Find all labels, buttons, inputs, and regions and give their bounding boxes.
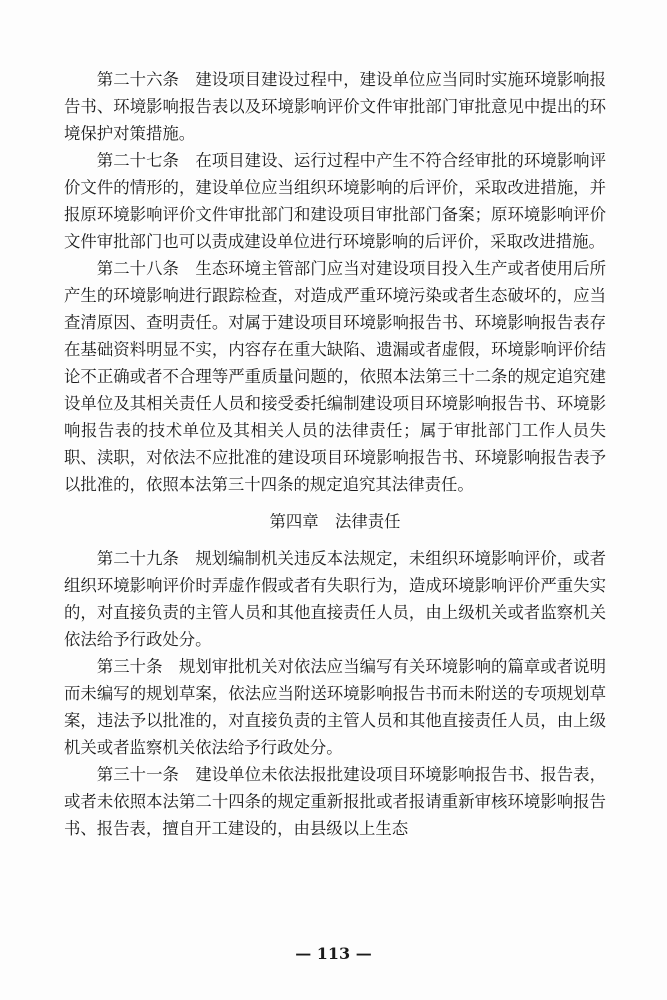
article-29: 第二十九条 规划编制机关违反本法规定，未组织环境影响评价，或者组织环境影响评价时弄虚作假或者有失职行为，造成环境影响评价严重失实的，对直接负责的主管人员和其他直接责任人员，由上级机关或者监察机关依法给予行政处分。 [64, 549, 606, 649]
body-text [64, 66, 606, 842]
article-26: 第二十六条 建设项目建设过程中，建设单位应当同时实施环境影响报告书、环境影响报告表以及环境影响评价文件审批部门审批意见中提出的环境保护对策措施。 [64, 70, 606, 143]
article-28: 第二十八条 生态环境主管部门应当对建设项目投入生产或者使用后所产生的环境影响进行跟踪检查，对造成严重环境污染或者生态破坏的，应当查清原因、查明责任。对属于建设项目环境影响报告书、环境影响报告表存在基础资料明显不实，内容存在重大缺陷、遗漏或者虚假，环境影响评价结论不正确或者不合理等严重质量问题的，依照本法第三十二条的规定追究建设单位及其相关责任人员和接受委托编制建设项目环境影响报告书、环境影响报告表的技术单位及其相关人员的法律责任；属于审批部门工作人员失职、渎职，对依法不应批准的建设项目环境影响报告书、环境影响报告表予以批准的，依照本法第三十四条的规定追究其法律责任。 [64, 259, 606, 494]
article-30: 第三十条 规划审批机关对依法应当编写有关环境影响的篇章或者说明而未编写的规划草案，依法应当附送环境影响报告书而未附送的专项规划草案，违法予以批准的，对直接负责的主管人员和其他直接责任人员，由上级机关或者监察机关依法给予行政处分。 [64, 657, 606, 757]
page-number: — 113 — [295, 944, 372, 963]
chapter-heading: 第四章 法律责任 [269, 512, 401, 531]
article-31: 第三十一条 建设单位未依法报批建设项目环境影响报告书、报告表，或者未依照本法第二十四条的规定重新报批或者报请重新审核环境影响报告书、报告表，擅自开工建设的，由县级以上生态 [64, 765, 606, 838]
article-27: 第二十七条 在项目建设、运行过程中产生不符合经审批的环境影响评价文件的情形的，建设单位应当组织环境影响的后评价，采取改进措施，并报原环境影响评价文件审批部门和建设项目审批部门备案；原环境影响评价文件审批部门也可以责成建设单位进行环境影响的后评价，采取改进措施。 [64, 151, 606, 251]
